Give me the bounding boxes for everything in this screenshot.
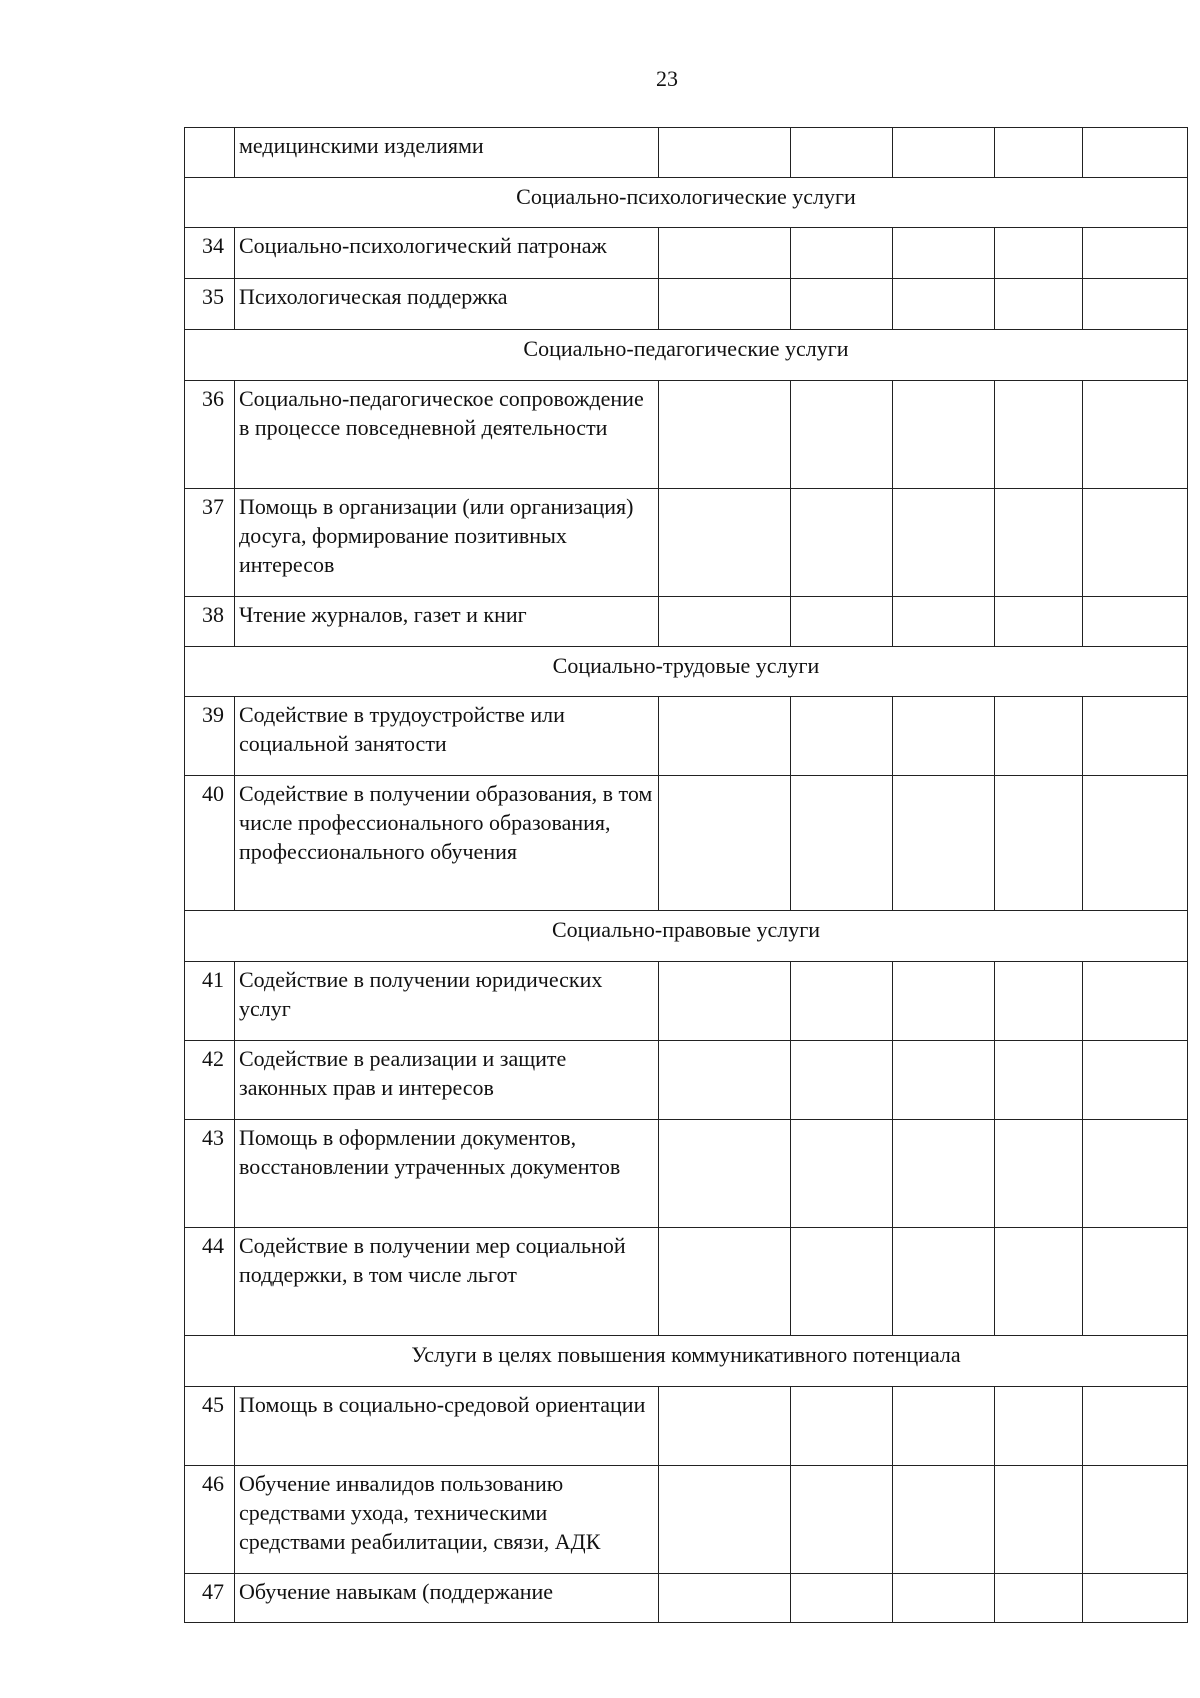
section-title: Социально-психологические услуги bbox=[185, 178, 1188, 228]
row-number: 43 bbox=[185, 1120, 235, 1228]
empty-cell-3 bbox=[893, 1574, 995, 1623]
service-name: Содействие в реализации и защите законных прав и интересов bbox=[235, 1041, 659, 1120]
section-title: Социально-трудовые услуги bbox=[185, 647, 1188, 697]
table-row bbox=[185, 381, 1188, 489]
table-row bbox=[185, 1228, 1188, 1336]
empty-cell-2 bbox=[791, 1041, 893, 1120]
row-number: 44 bbox=[185, 1228, 235, 1336]
empty-cell-2 bbox=[791, 128, 893, 178]
empty-cell-4 bbox=[995, 128, 1083, 178]
empty-cell-1 bbox=[659, 1574, 791, 1623]
row-number: 47 bbox=[185, 1574, 235, 1623]
empty-cell-2 bbox=[791, 1387, 893, 1466]
empty-cell-5 bbox=[1083, 776, 1188, 911]
table-row bbox=[185, 1041, 1188, 1120]
row-number: 35 bbox=[185, 279, 235, 330]
empty-cell-2 bbox=[791, 279, 893, 330]
section-header-row bbox=[185, 911, 1188, 962]
empty-cell-2 bbox=[791, 1120, 893, 1228]
empty-cell-5 bbox=[1083, 228, 1188, 279]
service-name: Помощь в организации (или организация) досуга, формирование позитивных интересов bbox=[235, 489, 659, 597]
empty-cell-1 bbox=[659, 381, 791, 489]
empty-cell-1 bbox=[659, 597, 791, 647]
empty-cell-4 bbox=[995, 1574, 1083, 1623]
empty-cell-5 bbox=[1083, 597, 1188, 647]
empty-cell-3 bbox=[893, 697, 995, 776]
empty-cell-4 bbox=[995, 489, 1083, 597]
row-number: 40 bbox=[185, 776, 235, 911]
empty-cell-5 bbox=[1083, 1387, 1188, 1466]
empty-cell-4 bbox=[995, 1041, 1083, 1120]
empty-cell-2 bbox=[791, 1228, 893, 1336]
empty-cell-2 bbox=[791, 381, 893, 489]
empty-cell-3 bbox=[893, 1387, 995, 1466]
empty-cell-5 bbox=[1083, 1041, 1188, 1120]
service-name: медицинскими изделиями bbox=[235, 128, 659, 178]
section-title: Социально-педагогические услуги bbox=[185, 330, 1188, 381]
table-row bbox=[185, 128, 1188, 178]
empty-cell-1 bbox=[659, 279, 791, 330]
empty-cell-5 bbox=[1083, 1120, 1188, 1228]
row-number: 36 bbox=[185, 381, 235, 489]
row-number: 34 bbox=[185, 228, 235, 279]
empty-cell-5 bbox=[1083, 279, 1188, 330]
empty-cell-1 bbox=[659, 228, 791, 279]
empty-cell-4 bbox=[995, 597, 1083, 647]
table-row bbox=[185, 776, 1188, 911]
empty-cell-4 bbox=[995, 1466, 1083, 1574]
empty-cell-5 bbox=[1083, 381, 1188, 489]
empty-cell-3 bbox=[893, 1120, 995, 1228]
empty-cell-1 bbox=[659, 1228, 791, 1336]
empty-cell-1 bbox=[659, 1466, 791, 1574]
empty-cell-5 bbox=[1083, 489, 1188, 597]
empty-cell-1 bbox=[659, 776, 791, 911]
empty-cell-1 bbox=[659, 697, 791, 776]
empty-cell-2 bbox=[791, 697, 893, 776]
empty-cell-2 bbox=[791, 1574, 893, 1623]
page-number: 23 bbox=[656, 66, 678, 91]
table-row bbox=[185, 962, 1188, 1041]
empty-cell-4 bbox=[995, 697, 1083, 776]
empty-cell-5 bbox=[1083, 1228, 1188, 1336]
empty-cell-3 bbox=[893, 776, 995, 911]
empty-cell-1 bbox=[659, 489, 791, 597]
empty-cell-2 bbox=[791, 489, 893, 597]
empty-cell-4 bbox=[995, 279, 1083, 330]
empty-cell-1 bbox=[659, 128, 791, 178]
service-name: Обучение навыкам (поддержание bbox=[235, 1574, 659, 1623]
row-number: 42 bbox=[185, 1041, 235, 1120]
service-name: Психологическая поддержка bbox=[235, 279, 659, 330]
row-number: 39 bbox=[185, 697, 235, 776]
empty-cell-4 bbox=[995, 776, 1083, 911]
empty-cell-5 bbox=[1083, 697, 1188, 776]
table-row bbox=[185, 1387, 1188, 1466]
table-row bbox=[185, 1574, 1188, 1623]
empty-cell-3 bbox=[893, 962, 995, 1041]
service-name: Содействие в получении мер социальной поддержки, в том числе льгот bbox=[235, 1228, 659, 1336]
service-name: Помощь в социально-средовой ориентации bbox=[235, 1387, 659, 1466]
service-name: Социально-психологический патронаж bbox=[235, 228, 659, 279]
empty-cell-2 bbox=[791, 962, 893, 1041]
empty-cell-3 bbox=[893, 128, 995, 178]
empty-cell-4 bbox=[995, 1387, 1083, 1466]
service-name: Помощь в оформлении документов, восстановлении утраченных документов bbox=[235, 1120, 659, 1228]
service-name: Социально-педагогическое сопровождение в процессе повседневной деятельности bbox=[235, 381, 659, 489]
service-name: Содействие в получении юридических услуг bbox=[235, 962, 659, 1041]
section-header-row bbox=[185, 330, 1188, 381]
empty-cell-4 bbox=[995, 1228, 1083, 1336]
service-name: Содействие в трудоустройстве или социальной занятости bbox=[235, 697, 659, 776]
section-title: Услуги в целях повышения коммуникативного потенциала bbox=[185, 1336, 1188, 1387]
empty-cell-3 bbox=[893, 597, 995, 647]
empty-cell-2 bbox=[791, 228, 893, 279]
empty-cell-5 bbox=[1083, 1466, 1188, 1574]
empty-cell-2 bbox=[791, 776, 893, 911]
services-table-body bbox=[185, 128, 1188, 1623]
row-number bbox=[185, 128, 235, 178]
section-header-row bbox=[185, 647, 1188, 697]
service-name: Обучение инвалидов пользованию средствами ухода, техническими средствами реабилитации, связи, АДК bbox=[235, 1466, 659, 1574]
empty-cell-2 bbox=[791, 597, 893, 647]
empty-cell-3 bbox=[893, 228, 995, 279]
table-row bbox=[185, 1120, 1188, 1228]
empty-cell-1 bbox=[659, 1041, 791, 1120]
empty-cell-1 bbox=[659, 1387, 791, 1466]
table-row bbox=[185, 597, 1188, 647]
empty-cell-4 bbox=[995, 228, 1083, 279]
empty-cell-5 bbox=[1083, 128, 1188, 178]
section-header-row bbox=[185, 178, 1188, 228]
service-name: Чтение журналов, газет и книг bbox=[235, 597, 659, 647]
empty-cell-5 bbox=[1083, 1574, 1188, 1623]
table-row bbox=[185, 697, 1188, 776]
empty-cell-1 bbox=[659, 1120, 791, 1228]
empty-cell-3 bbox=[893, 489, 995, 597]
empty-cell-4 bbox=[995, 1120, 1083, 1228]
table-row bbox=[185, 489, 1188, 597]
table-row bbox=[185, 228, 1188, 279]
section-title: Социально-правовые услуги bbox=[185, 911, 1188, 962]
row-number: 37 bbox=[185, 489, 235, 597]
empty-cell-4 bbox=[995, 381, 1083, 489]
empty-cell-3 bbox=[893, 1041, 995, 1120]
empty-cell-1 bbox=[659, 962, 791, 1041]
row-number: 45 bbox=[185, 1387, 235, 1466]
empty-cell-3 bbox=[893, 1466, 995, 1574]
empty-cell-5 bbox=[1083, 962, 1188, 1041]
service-name: Содействие в получении образования, в том числе профессионального образования, профессионального обучения bbox=[235, 776, 659, 911]
services-table bbox=[184, 127, 1188, 1623]
row-number: 41 bbox=[185, 962, 235, 1041]
empty-cell-3 bbox=[893, 381, 995, 489]
table-row bbox=[185, 1466, 1188, 1574]
empty-cell-4 bbox=[995, 962, 1083, 1041]
empty-cell-2 bbox=[791, 1466, 893, 1574]
empty-cell-3 bbox=[893, 1228, 995, 1336]
row-number: 38 bbox=[185, 597, 235, 647]
empty-cell-3 bbox=[893, 279, 995, 330]
table-row bbox=[185, 279, 1188, 330]
row-number: 46 bbox=[185, 1466, 235, 1574]
section-header-row bbox=[185, 1336, 1188, 1387]
